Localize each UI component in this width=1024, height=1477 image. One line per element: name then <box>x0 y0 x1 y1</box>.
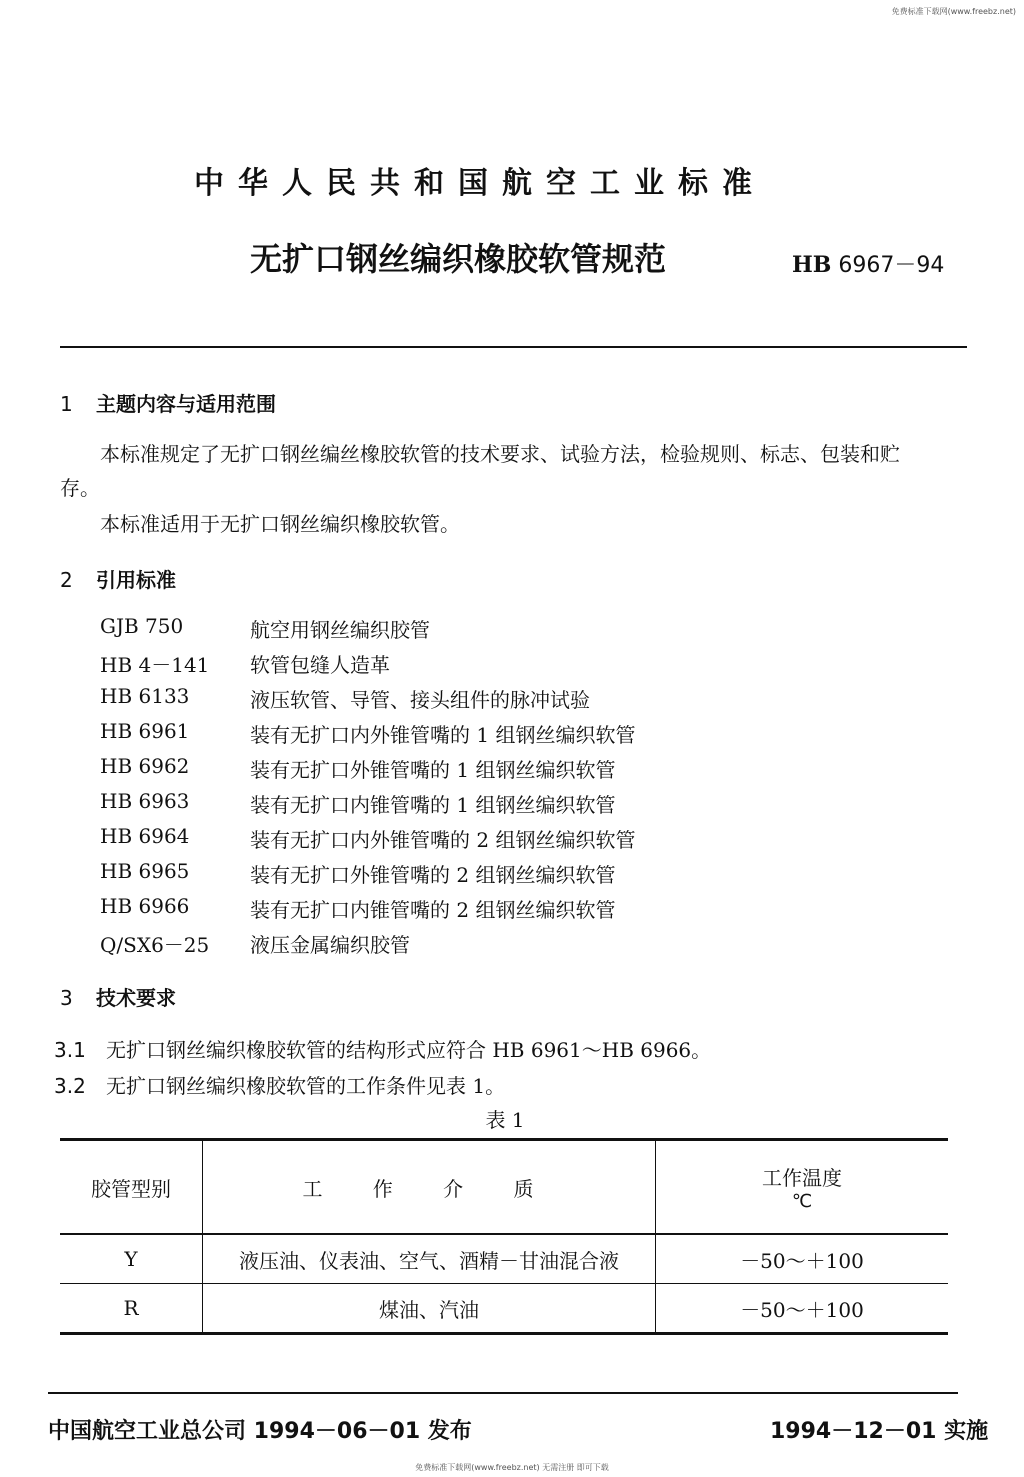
clause-number: 3.1 <box>54 1038 86 1062</box>
org-title: 中华人民共和国航空工业标准 <box>194 166 766 201</box>
doc-code-prefix: HB <box>792 252 832 278</box>
reference-code: HB 6966 <box>100 894 190 918</box>
temperature-label: 工作温度 <box>762 1166 842 1190</box>
reference-code: HB 4－141 <box>100 653 210 677</box>
cell-medium: 煤油、汽油 <box>203 1284 656 1334</box>
effective-date: 1994－12－01 实施 <box>770 1419 989 1444</box>
section-1-number: 1 <box>60 392 73 416</box>
reference-title: 装有无扩口内外锥管嘴的 1 组钢丝编织软管 <box>250 723 636 747</box>
reference-title: 液压金属编织胶管 <box>250 933 410 957</box>
clause-3-2 <box>54 1070 505 1099</box>
reference-code: HB 6963 <box>100 789 190 813</box>
clause-number: 3.2 <box>54 1074 86 1098</box>
clause-text: 无扩口钢丝编织橡胶软管的结构形式应符合 HB 6961～HB 6966。 <box>106 1038 712 1062</box>
doc-title: 无扩口钢丝编织橡胶软管规范 <box>250 240 667 278</box>
reference-title: 装有无扩口外锥管嘴的 1 组钢丝编织软管 <box>250 758 616 782</box>
table-1 <box>60 1138 948 1335</box>
corner-watermark-text: 免费标准下载网(www.freebz.net) <box>891 7 1016 16</box>
cell-temperature: －50～＋100 <box>656 1284 949 1334</box>
doc-code <box>792 248 944 279</box>
reference-title: 液压软管、导管、接头组件的脉冲试验 <box>250 688 590 712</box>
section-1-heading <box>60 388 276 417</box>
cell-type: R <box>60 1284 203 1334</box>
section-1-para2: 本标准适用于无扩口钢丝编织橡胶软管。 <box>100 512 460 536</box>
reference-code: HB 6133 <box>100 684 190 708</box>
section-3-heading <box>60 982 176 1011</box>
table-row <box>60 1234 948 1284</box>
cell-type: Y <box>60 1234 203 1284</box>
section-2-heading <box>60 564 176 593</box>
issue-date: 中国航空工业总公司 1994－06－01 发布 <box>48 1419 472 1444</box>
section-2-title: 引用标准 <box>96 568 176 592</box>
cell-medium: 液压油、仪表油、空气、酒精－甘油混合液 <box>203 1234 656 1284</box>
temperature-unit: ℃ <box>791 1191 813 1212</box>
reference-code: HB 6961 <box>100 719 190 743</box>
reference-code: HB 6965 <box>100 859 190 883</box>
bottom-watermark-text: 免费标准下载网(www.freebz.net) 无需注册 即可下载 <box>415 1463 609 1472</box>
header-divider <box>60 346 967 348</box>
reference-code: GJB 750 <box>100 614 184 638</box>
table-row <box>60 1284 948 1334</box>
reference-code: HB 6964 <box>100 824 190 848</box>
cell-temperature: －50～＋100 <box>656 1234 949 1284</box>
reference-code: Q/SX6－25 <box>100 933 210 957</box>
reference-title: 装有无扩口内锥管嘴的 1 组钢丝编织软管 <box>250 793 616 817</box>
section-1-para1-line2: 存。 <box>60 476 100 500</box>
table-header-row <box>60 1140 948 1235</box>
table-header-temperature <box>656 1140 949 1235</box>
footer-divider <box>48 1392 958 1394</box>
doc-code-number: 6967－94 <box>838 253 945 278</box>
clause-3-1 <box>54 1034 711 1063</box>
section-1-para1-line1: 本标准规定了无扩口钢丝编丝橡胶软管的技术要求、试验方法，检验规则、标志、包装和贮 <box>100 442 900 466</box>
section-2-number: 2 <box>60 568 73 592</box>
reference-title: 航空用钢丝编织胶管 <box>250 618 430 642</box>
reference-title: 软管包缝人造革 <box>250 653 390 677</box>
section-3-number: 3 <box>60 986 73 1010</box>
table-header-medium: 工 作 介 质 <box>203 1140 656 1235</box>
reference-title: 装有无扩口内锥管嘴的 2 组钢丝编织软管 <box>250 898 616 922</box>
section-3-title: 技术要求 <box>96 986 176 1010</box>
section-1-title: 主题内容与适用范围 <box>96 392 276 416</box>
table-caption: 表 1 <box>485 1108 525 1132</box>
clause-text: 无扩口钢丝编织橡胶软管的工作条件见表 1。 <box>106 1074 506 1098</box>
reference-code: HB 6962 <box>100 754 190 778</box>
reference-title: 装有无扩口外锥管嘴的 2 组钢丝编织软管 <box>250 863 616 887</box>
table-header-type: 胶管型别 <box>60 1140 203 1235</box>
reference-title: 装有无扩口内外锥管嘴的 2 组钢丝编织软管 <box>250 828 636 852</box>
